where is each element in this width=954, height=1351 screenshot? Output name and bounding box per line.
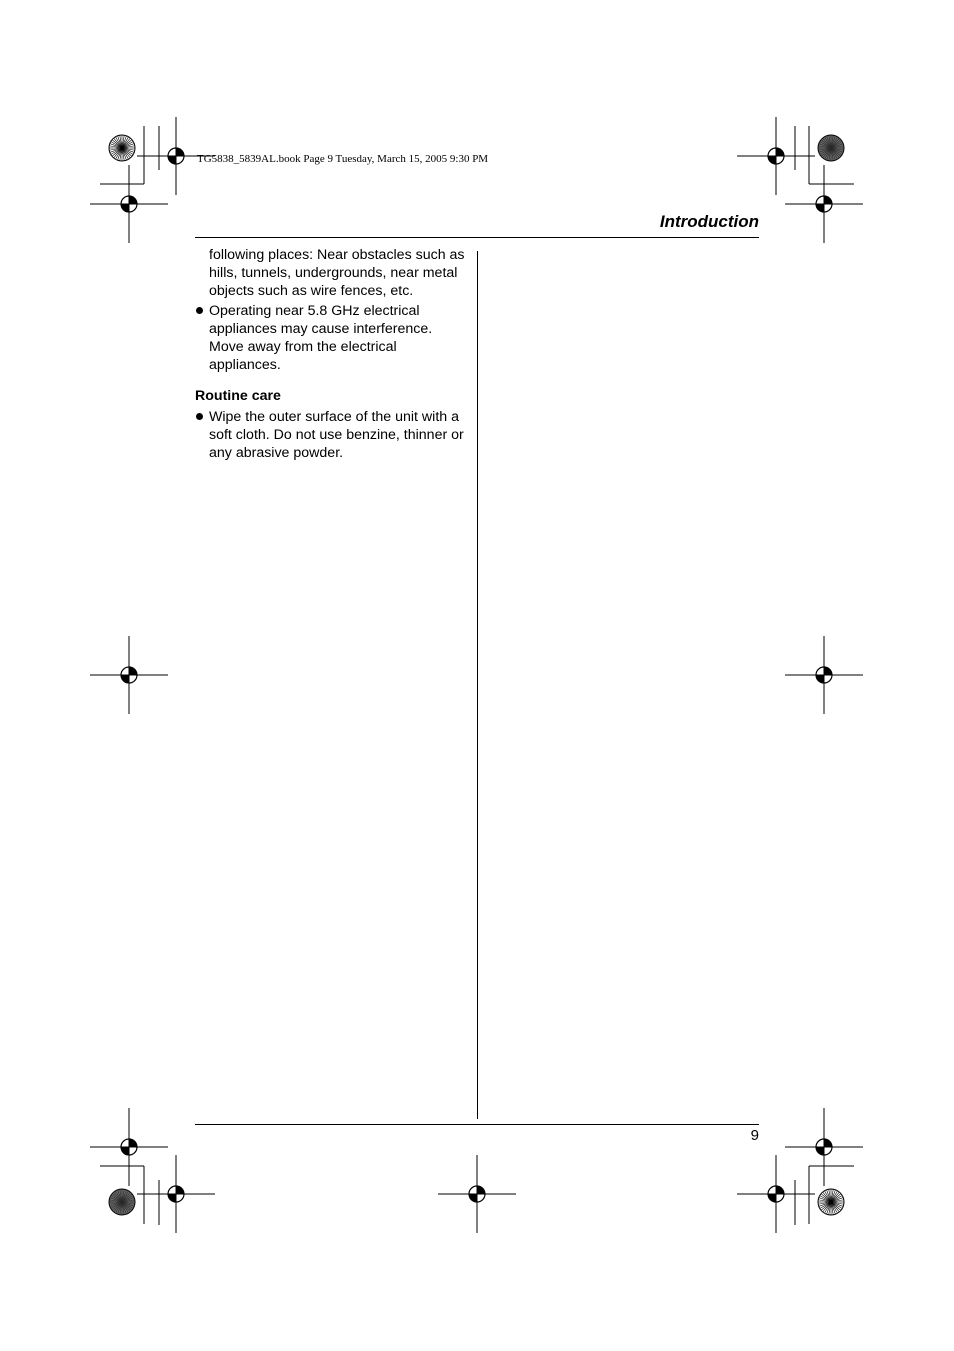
- header-rule: [195, 237, 759, 238]
- registration-quadrant: [776, 1186, 784, 1194]
- registration-quadrant: [121, 204, 129, 212]
- bullet-routine-care: Wipe the outer surface of the unit with a soft cloth. Do not use benzine, thinner or any abrasive powder.: [195, 408, 467, 462]
- registration-quadrant: [121, 1147, 129, 1155]
- registration-quadrant: [768, 156, 776, 164]
- registration-quadrant: [824, 1139, 832, 1147]
- registration-quadrant: [477, 1186, 485, 1194]
- registration-quadrant: [176, 1186, 184, 1194]
- registration-quadrant: [816, 204, 824, 212]
- registration-quadrant: [168, 1194, 176, 1202]
- registration-quadrant: [816, 1147, 824, 1155]
- print-info-line: TG5838_5839AL.book Page 9 Tuesday, March 15, 2005 9:30 PM: [197, 153, 489, 165]
- page-number: 9: [750, 1127, 759, 1144]
- registration-quadrant: [129, 196, 137, 204]
- registration-quadrant: [824, 667, 832, 675]
- routine-care-heading: Routine care: [195, 388, 281, 404]
- registration-quadrant: [121, 675, 129, 683]
- registration-quadrant: [816, 675, 824, 683]
- registration-quadrant: [469, 1194, 477, 1202]
- column-divider: [477, 251, 478, 1119]
- registration-quadrant: [776, 148, 784, 156]
- section-title: Introduction: [659, 212, 759, 231]
- registration-quadrant: [824, 196, 832, 204]
- registration-quadrant: [176, 148, 184, 156]
- footer-rule: [195, 1124, 759, 1125]
- bullet-interference: Operating near 5.8 GHz electrical appliances may cause interference. Move away from the electrical appliances.: [195, 302, 467, 374]
- registration-quadrant: [129, 667, 137, 675]
- registration-quadrant: [768, 1194, 776, 1202]
- continued-paragraph: following places: Near obstacles such as hills, tunnels, undergrounds, near metal objects such as wire fences, etc.: [209, 247, 465, 299]
- registration-quadrant: [168, 156, 176, 164]
- registration-quadrant: [129, 1139, 137, 1147]
- left-column: [195, 246, 467, 462]
